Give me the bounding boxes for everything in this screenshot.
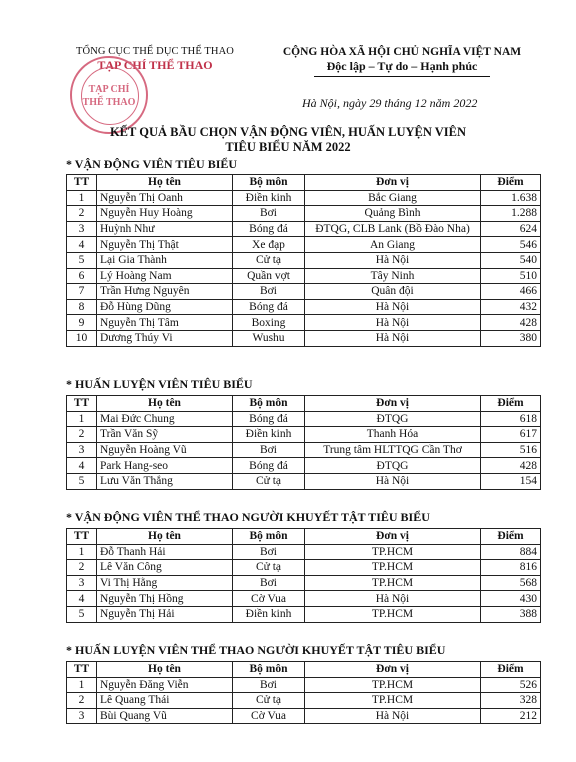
official-stamp bbox=[70, 56, 148, 134]
cell-name: Lưu Văn Thắng bbox=[97, 473, 233, 489]
cell-name: Lý Hoàng Nam bbox=[97, 268, 233, 284]
cell-score: 388 bbox=[481, 606, 541, 622]
cell-score: 154 bbox=[481, 473, 541, 489]
column-header-sport: Bộ môn bbox=[233, 529, 305, 545]
section-heading-coaches: * HUẤN LUYỆN VIÊN TIÊU BIỂU bbox=[66, 377, 253, 391]
cell-sport: Điền kinh bbox=[233, 606, 305, 622]
table-header-row bbox=[67, 529, 541, 545]
cell-name: Nguyễn Thị Thật bbox=[97, 237, 233, 253]
title-line1: KẾT QUẢ BẦU CHỌN VẬN ĐỘNG VIÊN, HUẤN LUYỆN VIÊN bbox=[109, 125, 467, 139]
table-header-row bbox=[67, 175, 541, 191]
cell-unit: Hà Nội bbox=[305, 252, 481, 268]
table-para-coaches bbox=[66, 661, 541, 724]
table-row bbox=[67, 442, 541, 458]
table-coaches bbox=[66, 395, 541, 490]
cell-score: 510 bbox=[481, 268, 541, 284]
cell-sport: Bơi bbox=[233, 442, 305, 458]
column-header-name: Họ tên bbox=[97, 396, 233, 412]
cell-tt: 4 bbox=[67, 591, 97, 607]
cell-name: Huỳnh Như bbox=[97, 221, 233, 237]
cell-unit: Tây Ninh bbox=[305, 268, 481, 284]
column-header-name: Họ tên bbox=[97, 662, 233, 678]
cell-tt: 6 bbox=[67, 268, 97, 284]
cell-unit: TP.HCM bbox=[305, 560, 481, 576]
cell-tt: 7 bbox=[67, 284, 97, 300]
table-header-row bbox=[67, 662, 541, 678]
cell-tt: 1 bbox=[67, 190, 97, 206]
table-row bbox=[67, 252, 541, 268]
column-header-score: Điểm bbox=[481, 662, 541, 678]
table-row bbox=[67, 190, 541, 206]
column-header-unit: Đơn vị bbox=[305, 396, 481, 412]
cell-score: 466 bbox=[481, 284, 541, 300]
column-header-tt: TT bbox=[67, 175, 97, 191]
table-row bbox=[67, 473, 541, 489]
stamp-text-line1: TẠP CHÍ bbox=[88, 84, 130, 95]
stamp-inner-ring bbox=[81, 67, 139, 125]
cell-unit: Quảng Bình bbox=[305, 206, 481, 222]
cell-unit: Hà Nội bbox=[305, 473, 481, 489]
cell-sport: Quần vợt bbox=[233, 268, 305, 284]
cell-unit: TP.HCM bbox=[305, 677, 481, 693]
cell-score: 430 bbox=[481, 591, 541, 607]
column-header-score: Điểm bbox=[481, 175, 541, 191]
cell-unit: ĐTQG, CLB Lank (Bồ Đào Nha) bbox=[305, 221, 481, 237]
table-row bbox=[67, 206, 541, 222]
cell-name: Lê Văn Công bbox=[97, 560, 233, 576]
column-header-unit: Đơn vị bbox=[305, 529, 481, 545]
cell-tt: 2 bbox=[67, 427, 97, 443]
cell-tt: 1 bbox=[67, 677, 97, 693]
document-date: Hà Nội, ngày 29 tháng 12 năm 2022 bbox=[302, 96, 478, 110]
table-athletes bbox=[66, 174, 541, 347]
table-row bbox=[67, 560, 541, 576]
cell-sport: Điền kinh bbox=[233, 190, 305, 206]
cell-score: 540 bbox=[481, 252, 541, 268]
cell-unit: TP.HCM bbox=[305, 693, 481, 709]
cell-unit: ĐTQG bbox=[305, 411, 481, 427]
cell-name: Vi Thị Hằng bbox=[97, 575, 233, 591]
cell-unit: ĐTQG bbox=[305, 458, 481, 474]
table-row bbox=[67, 591, 541, 607]
column-header-sport: Bộ môn bbox=[233, 175, 305, 191]
cell-sport: Cử tạ bbox=[233, 473, 305, 489]
cell-score: 816 bbox=[481, 560, 541, 576]
cell-score: 380 bbox=[481, 330, 541, 346]
table-row bbox=[67, 606, 541, 622]
cell-sport: Bơi bbox=[233, 575, 305, 591]
table-row bbox=[67, 458, 541, 474]
section-heading-para-coaches: * HUẤN LUYỆN VIÊN THỂ THAO NGƯỜI KHUYẾT TẬT TIÊU BIỂU bbox=[66, 643, 446, 657]
cell-name: Mai Đức Chung bbox=[97, 411, 233, 427]
cell-name: Lại Gia Thành bbox=[97, 252, 233, 268]
cell-sport: Bơi bbox=[233, 284, 305, 300]
cell-score: 884 bbox=[481, 544, 541, 560]
cell-unit: Quân đội bbox=[305, 284, 481, 300]
cell-tt: 10 bbox=[67, 330, 97, 346]
column-header-score: Điểm bbox=[481, 396, 541, 412]
cell-score: 212 bbox=[481, 708, 541, 724]
cell-sport: Xe đạp bbox=[233, 237, 305, 253]
cell-tt: 1 bbox=[67, 544, 97, 560]
cell-name: Trần Hưng Nguyên bbox=[97, 284, 233, 300]
section-heading-para-athletes: * VẬN ĐỘNG VIÊN THỂ THAO NGƯỜI KHUYẾT TẬT TIÊU BIỂU bbox=[66, 510, 430, 524]
table-row bbox=[67, 315, 541, 331]
stamp-text-line2: THỂ THAO bbox=[82, 97, 136, 108]
table-row bbox=[67, 575, 541, 591]
table-row bbox=[67, 221, 541, 237]
table-row bbox=[67, 299, 541, 315]
cell-tt: 9 bbox=[67, 315, 97, 331]
cell-sport: Bóng đá bbox=[233, 458, 305, 474]
column-header-sport: Bộ môn bbox=[233, 662, 305, 678]
cell-score: 1.638 bbox=[481, 190, 541, 206]
cell-sport: Boxing bbox=[233, 315, 305, 331]
table-row bbox=[67, 427, 541, 443]
cell-score: 546 bbox=[481, 237, 541, 253]
document-title bbox=[0, 125, 576, 155]
issuer-magazine: TẠP CHÍ THỂ THAO bbox=[97, 58, 213, 72]
cell-tt: 3 bbox=[67, 708, 97, 724]
cell-name: Đỗ Hùng Dũng bbox=[97, 299, 233, 315]
cell-sport: Bơi bbox=[233, 677, 305, 693]
nation-motto: Độc lập – Tự do – Hạnh phúc bbox=[326, 59, 478, 73]
cell-score: 1.288 bbox=[481, 206, 541, 222]
cell-sport: Cử tạ bbox=[233, 693, 305, 709]
cell-name: Nguyễn Thị Oanh bbox=[97, 190, 233, 206]
cell-score: 526 bbox=[481, 677, 541, 693]
cell-tt: 3 bbox=[67, 442, 97, 458]
cell-tt: 4 bbox=[67, 237, 97, 253]
table-row bbox=[67, 330, 541, 346]
cell-name: Trần Văn Sỹ bbox=[97, 427, 233, 443]
cell-tt: 2 bbox=[67, 693, 97, 709]
cell-unit: TP.HCM bbox=[305, 575, 481, 591]
cell-name: Nguyễn Thị Tâm bbox=[97, 315, 233, 331]
motto-underline bbox=[314, 76, 490, 77]
column-header-sport: Bộ môn bbox=[233, 396, 305, 412]
table-header-row bbox=[67, 396, 541, 412]
cell-tt: 5 bbox=[67, 252, 97, 268]
cell-tt: 3 bbox=[67, 221, 97, 237]
cell-sport: Cử tạ bbox=[233, 560, 305, 576]
cell-score: 428 bbox=[481, 315, 541, 331]
table-row bbox=[67, 544, 541, 560]
cell-tt: 5 bbox=[67, 606, 97, 622]
cell-score: 618 bbox=[481, 411, 541, 427]
cell-tt: 1 bbox=[67, 411, 97, 427]
cell-sport: Bóng đá bbox=[233, 411, 305, 427]
issuer-org: TỔNG CỤC THỂ DỤC THỂ THAO bbox=[76, 46, 234, 57]
table-row bbox=[67, 268, 541, 284]
table-row bbox=[67, 708, 541, 724]
cell-name: Nguyễn Đăng Viễn bbox=[97, 677, 233, 693]
cell-name: Nguyễn Thị Hồng bbox=[97, 591, 233, 607]
cell-score: 432 bbox=[481, 299, 541, 315]
cell-sport: Bơi bbox=[233, 206, 305, 222]
cell-sport: Cờ Vua bbox=[233, 708, 305, 724]
cell-sport: Wushu bbox=[233, 330, 305, 346]
cell-name: Nguyễn Hoàng Vũ bbox=[97, 442, 233, 458]
table-para-athletes bbox=[66, 528, 541, 623]
table-row bbox=[67, 284, 541, 300]
cell-unit: TP.HCM bbox=[305, 544, 481, 560]
table-row bbox=[67, 411, 541, 427]
column-header-score: Điểm bbox=[481, 529, 541, 545]
title-line2: TIÊU BIỂU NĂM 2022 bbox=[225, 140, 351, 154]
cell-tt: 3 bbox=[67, 575, 97, 591]
cell-name: Đỗ Thanh Hải bbox=[97, 544, 233, 560]
cell-name: Bùi Quang Vũ bbox=[97, 708, 233, 724]
table-row bbox=[67, 693, 541, 709]
column-header-tt: TT bbox=[67, 662, 97, 678]
cell-name: Nguyễn Huy Hoàng bbox=[97, 206, 233, 222]
cell-sport: Bóng đá bbox=[233, 221, 305, 237]
cell-unit: Trung tâm HLTTQG Cần Thơ bbox=[305, 442, 481, 458]
cell-tt: 5 bbox=[67, 473, 97, 489]
cell-tt: 8 bbox=[67, 299, 97, 315]
cell-score: 428 bbox=[481, 458, 541, 474]
cell-score: 328 bbox=[481, 693, 541, 709]
cell-tt: 2 bbox=[67, 560, 97, 576]
cell-sport: Bóng đá bbox=[233, 299, 305, 315]
cell-name: Nguyễn Thị Hải bbox=[97, 606, 233, 622]
cell-sport: Bơi bbox=[233, 544, 305, 560]
column-header-tt: TT bbox=[67, 529, 97, 545]
cell-score: 568 bbox=[481, 575, 541, 591]
cell-sport: Cờ Vua bbox=[233, 591, 305, 607]
cell-score: 617 bbox=[481, 427, 541, 443]
cell-name: Dương Thúy Vi bbox=[97, 330, 233, 346]
column-header-unit: Đơn vị bbox=[305, 175, 481, 191]
cell-unit: Hà Nội bbox=[305, 591, 481, 607]
cell-score: 516 bbox=[481, 442, 541, 458]
cell-unit: Hà Nội bbox=[305, 299, 481, 315]
cell-unit: An Giang bbox=[305, 237, 481, 253]
cell-sport: Điền kinh bbox=[233, 427, 305, 443]
cell-score: 624 bbox=[481, 221, 541, 237]
cell-name: Park Hang-seo bbox=[97, 458, 233, 474]
column-header-name: Họ tên bbox=[97, 175, 233, 191]
column-header-unit: Đơn vị bbox=[305, 662, 481, 678]
cell-unit: Thanh Hóa bbox=[305, 427, 481, 443]
table-row bbox=[67, 677, 541, 693]
column-header-name: Họ tên bbox=[97, 529, 233, 545]
cell-name: Lê Quang Thái bbox=[97, 693, 233, 709]
table-row bbox=[67, 237, 541, 253]
cell-tt: 2 bbox=[67, 206, 97, 222]
section-heading-athletes: * VẬN ĐỘNG VIÊN TIÊU BIỂU bbox=[66, 157, 238, 171]
nation-block bbox=[266, 46, 538, 77]
column-header-tt: TT bbox=[67, 396, 97, 412]
cell-unit: TP.HCM bbox=[305, 606, 481, 622]
cell-unit: Hà Nội bbox=[305, 330, 481, 346]
cell-unit: Hà Nội bbox=[305, 315, 481, 331]
cell-unit: Hà Nội bbox=[305, 708, 481, 724]
cell-tt: 4 bbox=[67, 458, 97, 474]
cell-unit: Bắc Giang bbox=[305, 190, 481, 206]
cell-sport: Cử tạ bbox=[233, 252, 305, 268]
nation-name: CỘNG HÒA XÃ HỘI CHỦ NGHĨA VIỆT NAM bbox=[282, 46, 522, 58]
